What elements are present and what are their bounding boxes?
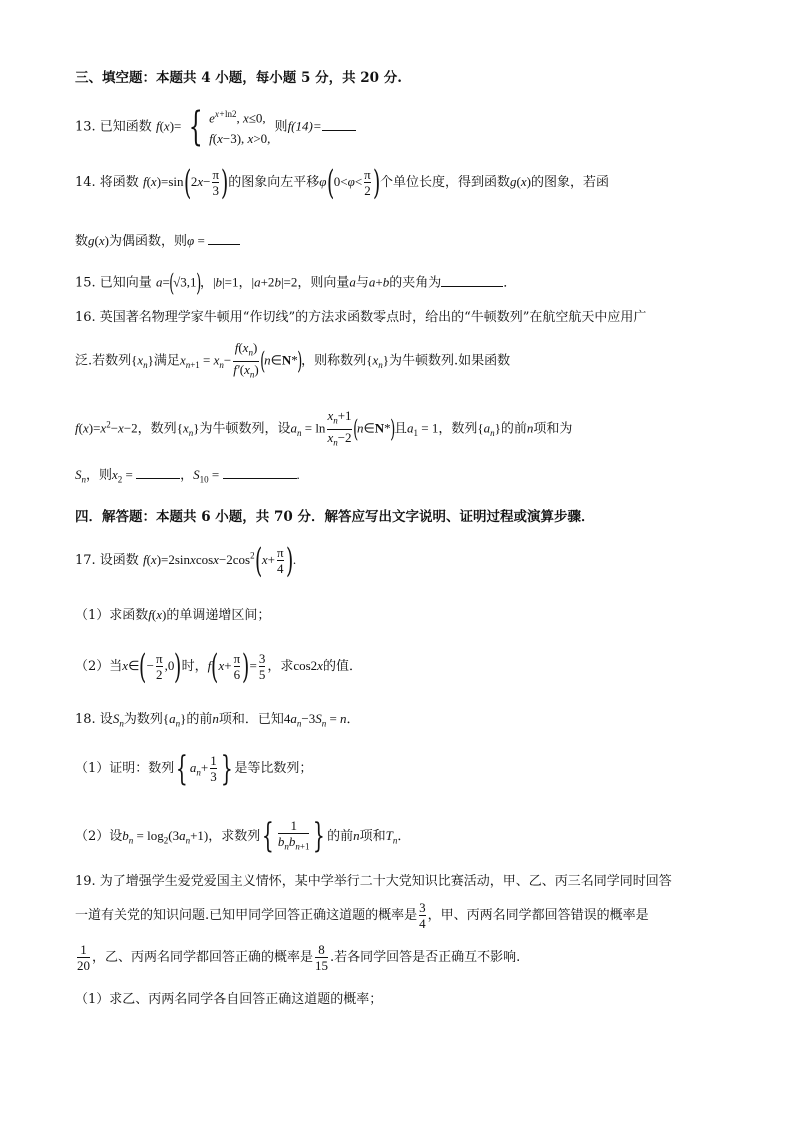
answer-blank <box>208 244 240 245</box>
answer-blank <box>223 478 297 479</box>
question-19-part1: （1）求乙、丙两名同学各自回答正确这道题的概率； <box>75 992 383 1007</box>
question-14: 14. 将函数 f(x)=sin(2x− $\frac{\pi}{3}$ )的图象向左平移φ(0<φ< $\frac{\pi}{2}$ )个单位长度，得到函数g(x)的图象，若函 <box>75 162 609 203</box>
question-18: 18. 设$S_n$为数列$\{a_n\}$的前n项和．已知$4a_n-3S_n = n$． <box>75 711 360 729</box>
question-17-part1: （1）求函数f(x)的单调递增区间； <box>75 607 271 623</box>
question-19-line3: $\frac{1}{20}$ ，乙、丙两名同学都回答正确的概率是 $\frac{8}{15}$ .若各同学回答是否正确互不影响. <box>77 942 521 973</box>
question-15: 15. 已知向量 a=(√3,1)，|b|=1，|a+2b|=2，则向量a与a+b的夹角为 ． <box>75 269 517 297</box>
question-17: 17. 设函数 $f(x)=2sinxcosx-2\cos^2(x+$ $\frac{\pi}{4}$ ). <box>75 540 297 581</box>
answer-blank <box>441 286 503 287</box>
answer-blank <box>322 130 356 131</box>
question-17-part2: （2）当x∈(− $\frac{\pi}{2}$ ,0)时，f(x+ $\frac{\pi}{6}$ )= $\frac{3}{5}$ ，求cos2x的值． <box>75 646 362 687</box>
answer-blank <box>136 478 180 479</box>
question-19-line1: 19. 为了增强学生爱党爱国主义情怀，某中学举行二十大党知识比赛活动，甲、乙、丙三名同学同时回答 <box>75 874 672 889</box>
question-16-line3: $f(x)=x^2-x-2$，数列$\{x_n\}$为牛顿数列，设$a_n = \ln$ $\frac{x_n+1}{x_n-2}$ (n∈N*)且$a_1 = 1$，数列$\{a_n\}$的前n项和为 <box>75 408 754 450</box>
question-18-part2: （2）设$b_n = \log_2(3a_n+1)$，求数列{ $\frac{1}{b_nb_{n+1}}$ } 的前n项和$T_n$． <box>75 816 411 857</box>
question-16-line2: 泛.若数列$\{x_n\}$满足$x_{n+1} = x_n-$ $\frac{f(x_n)}{f'(x_n)}$ (n∈N*)，则称数列$\{x_n\}$为牛顿数列.如果函数 <box>75 340 754 382</box>
question-16-line4: $S_n$，则$x_2$ = ，$S_{10}$ = . <box>75 467 300 485</box>
question-16-line1: 16. 英国著名物理学家牛顿用“作切线”的方法求函数零点时，给出的“牛顿数列”在航空航天中应用广 <box>75 310 647 325</box>
question-18-part1: （1）证明：数列{ $a_n+$ $\frac{1}{3}$ } 是等比数列； <box>75 748 313 789</box>
question-14-cont: 数g(x)为偶函数，则φ = <box>75 230 754 249</box>
question-13: 13. 已知函数 f(x)= { $e^{x+ln2}$, x≤0, f(x−3), x>0, 则f(14)= <box>75 104 754 150</box>
section-3-title: 三、填空题：本题共 4 小题，每小题 5 分，共 20 分. <box>75 70 402 86</box>
section-4-title: 四．解答题：本题共 6 小题，共 70 分．解答应写出文字说明、证明过程或演算步骤． <box>75 509 595 525</box>
question-19-line2: 一道有关党的知识问题.已知甲同学回答正确这道题的概率是 $\frac{3}{4}$ ，甲、丙两名同学都回答错误的概率是 <box>75 900 649 931</box>
